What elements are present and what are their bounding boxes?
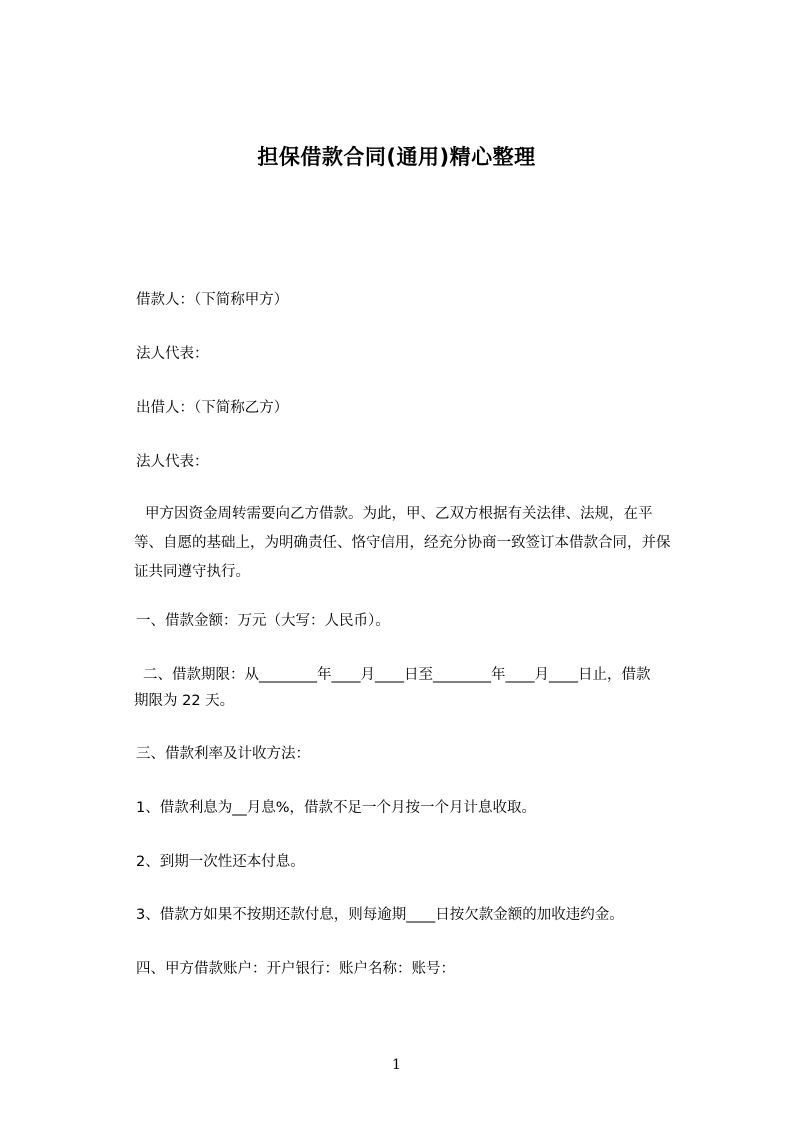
clause-4-account: 四、甲方借款账户：开户银行：账户名称：账号： bbox=[136, 961, 455, 977]
clause-2-line-2: 期限为 22 天。 bbox=[134, 693, 235, 709]
document-title: 担保借款合同(通用)精心整理 bbox=[257, 145, 536, 169]
clause-1-loan-amount: 一、借款金额：万元（大写：人民币）。 bbox=[136, 613, 390, 629]
lender-representative-line: 法人代表： bbox=[136, 454, 209, 470]
clause-3-item-2: 2、到期一次性还本付息。 bbox=[136, 854, 305, 870]
intro-line-3: 证共同遵守执行。 bbox=[134, 564, 250, 580]
lender-line: 出借人：（下简称乙方） bbox=[136, 400, 289, 416]
clause-3-item-1: 1、借款利息为__月息%，借款不足一个月按一个月计息收取。 bbox=[136, 800, 537, 816]
page-number: 1 bbox=[392, 1057, 401, 1073]
clause-3-interest: 三、借款利率及计收方法： bbox=[136, 746, 310, 762]
borrower-representative-line: 法人代表： bbox=[136, 346, 209, 362]
intro-line-2: 等、自愿的基础上，为明确责任、恪守信用，经充分协商一致签订本借款合同，并保 bbox=[134, 535, 671, 551]
clause-3-item-3: 3、借款方如果不按期还款付息，则每逾期____日按欠款金额的加收违约金。 bbox=[136, 907, 624, 923]
borrower-line: 借款人：（下简称甲方） bbox=[136, 292, 289, 308]
clause-2-line-1: 二、借款期限：从________年____月____日至________年____月____日止，借款 bbox=[143, 667, 651, 683]
intro-line-1: 甲方因资金周转需要向乙方借款。为此，甲、乙双方根据有关法律、法规，在平 bbox=[145, 506, 653, 522]
